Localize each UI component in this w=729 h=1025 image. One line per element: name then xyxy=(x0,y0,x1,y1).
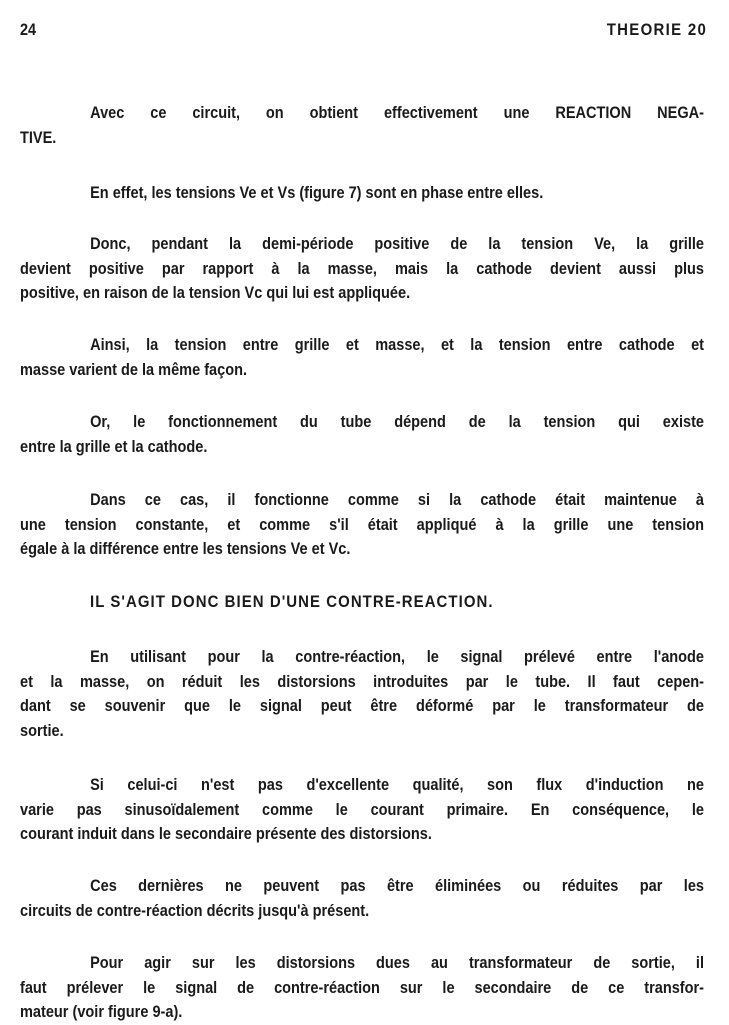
text-line: TIVE. xyxy=(20,127,57,147)
paragraph xyxy=(20,333,704,382)
text-line: circuits de contre-réaction décrits jusqu'à présent. xyxy=(20,900,370,920)
text-line: mateur (voir figure 9-a). xyxy=(20,1002,183,1021)
page-number: 24 xyxy=(20,20,37,39)
text-line: positive, en raison de la tension Vc qui lui est appliquée. xyxy=(20,283,411,302)
paragraph xyxy=(20,232,704,306)
paragraph xyxy=(20,101,704,150)
text-line: dant se souvenir que le signal peut être déformé par le transformateur de xyxy=(20,696,704,715)
text-line: En utilisant pour la contre-réaction, le signal prélevé entre l'anode xyxy=(90,647,705,666)
paragraph xyxy=(20,645,704,743)
text-line: courant induit dans le secondaire présente des distorsions. xyxy=(20,824,432,843)
text-line: égale à la différence entre les tensions Ve et Vc. xyxy=(20,539,351,558)
paragraph xyxy=(20,181,704,206)
text-line: En effet, les tensions Ve et Vs (figure 7) sont en phase entre elles. xyxy=(90,183,544,202)
text-line: Donc, pendant la demi-période positive de la tension Ve, la grille xyxy=(90,234,705,253)
section-statement: IL S'AGIT DONC BIEN D'UNE CONTRE-REACTION. xyxy=(90,592,494,611)
text-line: Avec ce circuit, on obtient effectivement une REACTION NEGA- xyxy=(90,103,705,122)
paragraph xyxy=(20,874,704,923)
text-line: Si celui-ci n'est pas d'excellente qualité, son flux d'induction ne xyxy=(90,775,705,794)
text-line: faut prélever le signal de contre-réaction sur le secondaire de ce transfor- xyxy=(20,977,704,997)
text-line: devient positive par rapport à la masse, mais la cathode devient aussi plus xyxy=(20,258,704,278)
text-line: entre la grille et la cathode. xyxy=(20,436,208,456)
text-line: Ces dernières ne peuvent pas être éliminées ou réduites par les xyxy=(90,876,705,895)
text-line: et la masse, on réduit les distorsions introduites par le tube. Il faut cepen- xyxy=(20,671,704,691)
paragraph xyxy=(20,488,704,562)
text-line: Dans ce cas, il fonctionne comme si la cathode était maintenue à xyxy=(90,490,705,509)
running-head: THEORIE 20 xyxy=(606,20,707,39)
text-line: Ainsi, la tension entre grille et masse, et la tension entre cathode et xyxy=(90,335,705,354)
text-line: une tension constante, et comme s'il était appliqué à la grille une tension xyxy=(20,514,704,534)
text-line: Pour agir sur les distorsions dues au transformateur de sortie, il xyxy=(90,953,705,972)
text-line: Or, le fonctionnement du tube dépend de la tension qui existe xyxy=(90,412,705,431)
paragraph xyxy=(20,773,704,847)
paragraph xyxy=(20,410,704,459)
paragraph xyxy=(20,951,704,1025)
text-line: sortie. xyxy=(20,720,64,740)
text-line: masse varient de la même façon. xyxy=(20,359,248,379)
text-line: varie pas sinusoïdalement comme le courant primaire. En conséquence, le xyxy=(20,799,704,819)
